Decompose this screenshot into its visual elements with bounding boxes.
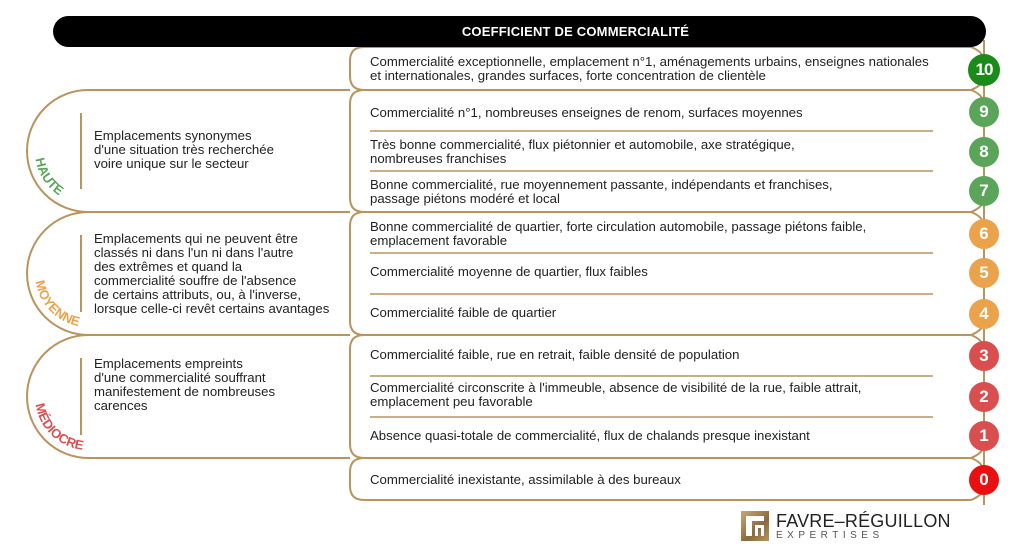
group-description-1-line: Emplacements qui ne peuvent être: [94, 231, 298, 246]
row-text-6-line: Bonne commercialité de quartier, forte circulation automobile, passage piétons faible,: [370, 219, 867, 234]
group-label-2: [32, 402, 85, 453]
group-label-text: HAUTE: [32, 156, 67, 199]
score-badge-0: 0: [969, 465, 999, 495]
logo-name: FAVRE–RÉGUILLON: [776, 510, 951, 531]
row-text-9-line: Commercialité n°1, nombreuses enseignes de renom, surfaces moyennes: [370, 105, 803, 120]
group-description-2-line: d'une commercialité souffrant: [94, 370, 266, 385]
group-description-2-line: manifestement de nombreuses: [94, 384, 276, 399]
row-text-2-line: emplacement peu favorable: [370, 394, 533, 409]
row-text-5-line: Commercialité moyenne de quartier, flux faibles: [370, 264, 648, 279]
page-title: COEFFICIENT DE COMMERCIALITÉ: [461, 24, 690, 39]
score-badge-3: 3: [969, 341, 999, 371]
group-label-text: MÉDIOCRE: [32, 401, 85, 453]
row-text-8-line: nombreuses franchises: [370, 151, 507, 166]
score-badge-1: 1: [969, 421, 999, 451]
group-description-0-line: Emplacements synonymes: [94, 128, 252, 143]
row-text-0-line: Commercialité inexistante, assimilable à des bureaux: [370, 472, 681, 487]
group-description-1-line: des extrêmes et quand la: [94, 259, 243, 274]
row-text-7: [370, 178, 833, 206]
row-text-7-line: Bonne commercialité, rue moyennement passante, indépendants et franchises,: [370, 177, 833, 192]
group-description-1-line: de certains attributs, ou, à l'inverse,: [94, 287, 302, 302]
group-description-2-line: carences: [94, 398, 148, 413]
row-text-10-line: et internationales, grandes surfaces, forte concentration de clientèle: [370, 68, 766, 83]
row-text-6: [370, 220, 866, 248]
row-text-1: [370, 429, 810, 443]
row-text-8-line: Très bonne commercialité, flux piétonnier et automobile, axe stratégique,: [370, 137, 795, 152]
group-description-2: [94, 357, 275, 413]
group-description-0-line: voire unique sur le secteur: [94, 156, 249, 171]
row-text-8: [370, 138, 795, 166]
row-text-0: [370, 473, 681, 487]
row-text-10-line: Commercialité exceptionnelle, emplacement n°1, aménagements urbains, enseignes nationales: [370, 54, 929, 69]
row-text-4: [370, 306, 556, 320]
score-badge-5: 5: [969, 258, 999, 288]
row-text-6-line: emplacement favorable: [370, 233, 508, 248]
logo-mark-icon: [741, 511, 769, 541]
row-text-2-line: Commercialité circonscrite à l'immeuble, absence de visibilité de la rue, faible attrait,: [370, 380, 862, 395]
row-text-7-line: passage piétons modéré et local: [370, 191, 560, 206]
row-text-2: [370, 381, 861, 409]
group-description-2-line: Emplacements empreints: [94, 356, 243, 371]
row-text-5: [370, 265, 648, 279]
score-badge-6: 6: [969, 219, 999, 249]
group-description-1-line: lorsque celle-ci revêt certains avantages: [94, 301, 330, 316]
score-badge-7: 7: [969, 176, 999, 206]
score-badge-4: 4: [969, 299, 999, 329]
row-text-9: [370, 106, 803, 120]
group-label-0: [32, 156, 66, 198]
company-logo: [741, 511, 951, 541]
logo-subtitle: EXPERTISES: [776, 529, 884, 541]
group-description-1-line: classés ni dans l'un ni dans l'autre: [94, 245, 294, 260]
group-description-0-line: d'une situation très recherchée: [94, 142, 274, 157]
row-text-3-line: Commercialité faible, rue en retrait, faible densité de population: [370, 347, 740, 362]
score-badge-8: 8: [969, 137, 999, 167]
group-label-text: MOYENNE: [32, 278, 82, 330]
group-description-1: [94, 232, 329, 316]
row-text-1-line: Absence quasi-totale de commercialité, flux de chalands presque inexistant: [370, 428, 810, 443]
row-text-3: [370, 348, 739, 362]
score-badge-10: 10: [968, 54, 1000, 86]
score-badge-2: 2: [969, 382, 999, 412]
group-description-0: [94, 129, 274, 171]
group-description-1-line: commercialité souffre de l'absence: [94, 273, 297, 288]
title-bar: [53, 16, 986, 47]
group-label-1: [32, 279, 81, 330]
score-badge-9: 9: [969, 97, 999, 127]
row-text-10: [370, 55, 929, 83]
row-text-4-line: Commercialité faible de quartier: [370, 305, 557, 320]
